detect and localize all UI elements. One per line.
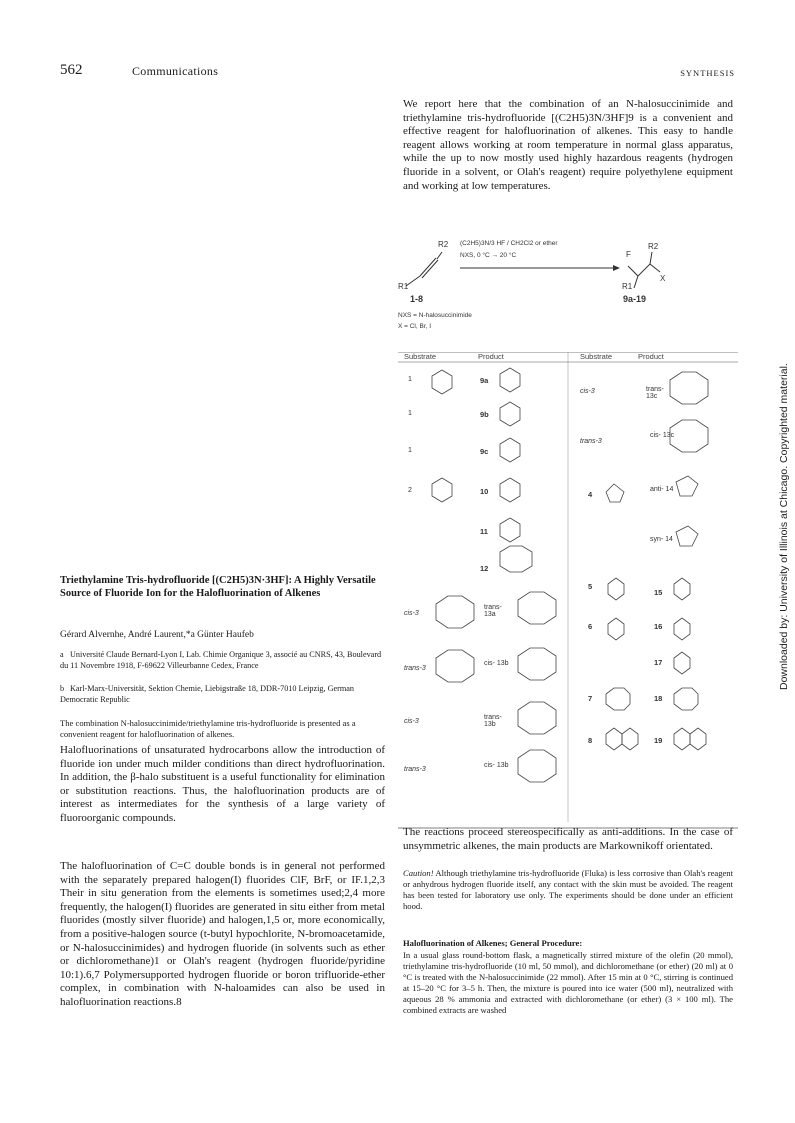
- left-sub-3: 1: [408, 447, 412, 454]
- abstract: The combination N-halosuccinimide/triethylamine tris-hydrofluoride is presented as a convenient reagent for halofluorination of alkenes.: [60, 718, 356, 739]
- paragraph-2: The halofluorination of C=C double bonds is in general not performed with the separately prepared halogen(I) fluorides ClF, BrF, or IF.1,2,3 Their in situ generation from the elements is sometimes used;2,4 more frequently, the halogen(I) fluorides are generated in situ either from metal fluorides (mostly silver fluoride) and halogen,1,5 or, more economically, from a positive-halogen source (t-butyl hypochlorite, N-bromoacetamide, or N-halosuccinimides) and hydrogen fluoride (in solvents such as ether or dichloromethane)1 or Olah's reagent (hydrogen fluoride/pyridine 10:1).6,7 Polymersupported hydrogen fluoride or boron trifluoride-ether complex, in combination with N-haloamides can also be used in halofluorination reactions.8: [60, 860, 385, 1008]
- after-table-paragraph: The reactions proceed stereospecifically as anti-additions. In the case of unsymmetric alkenes, the main products are Markownikoff orientated.: [403, 826, 733, 852]
- product-r2-label: R2: [648, 242, 659, 251]
- affiliation-a: a Université Claude Bernard-Lyon I, Lab. Chimie Organique 3, associé au CNRS, 43, Boulevard du 11 Novembre 1918, F-69622 Villeurbanne Cedex, France: [60, 650, 382, 670]
- scheme-note-nxs: NXS = N-halosuccinimide: [398, 312, 472, 319]
- caution-label: Caution!: [403, 868, 434, 878]
- page-number: 562: [60, 62, 83, 78]
- left-sub-7: cis-3: [404, 610, 419, 617]
- affiliation-b-text: Karl-Marx-Universität, Sektion Chemie, Liebigstraße 18, DDR-7010 Leipzig, German Democratic Republic: [60, 684, 354, 704]
- left-prod-3: 9c: [480, 447, 489, 456]
- right-sub-2: trans-3: [580, 438, 602, 445]
- left-sub-9: cis-3: [404, 718, 419, 725]
- article-authors: Gérard Alvernhe, André Laurent,*a Günter Haufeb: [60, 630, 254, 640]
- scheme-note-x: X = Cl, Br, I: [398, 323, 432, 330]
- right-prod-3: anti- 14: [650, 486, 674, 493]
- left-sub-1: 1: [408, 376, 412, 383]
- download-note: Downloaded by: University of Illinois at Chicago. Copyrighted material.: [778, 363, 790, 690]
- left-prod-1: 9a: [480, 376, 489, 385]
- right-prod-8: 18: [654, 694, 663, 703]
- left-prod-7: trans- 13a: [484, 604, 502, 618]
- right-sub-5: 5: [588, 582, 593, 591]
- substrate-product-table: [398, 352, 738, 830]
- left-prod-8: cis- 13b: [484, 660, 509, 667]
- header-product-2: Product: [638, 352, 664, 361]
- right-sub-3: 4: [588, 490, 593, 499]
- right-prod-5: 15: [654, 588, 663, 597]
- right-prod-2: cis- 13c: [650, 432, 675, 439]
- right-prod-7: 17: [654, 658, 663, 667]
- left-prod-2: 9b: [480, 410, 489, 419]
- product-number: 9a-19: [623, 294, 647, 304]
- right-prod-1: trans- 13c: [646, 386, 664, 400]
- right-sub-9: 8: [588, 736, 593, 745]
- left-sub-2: 1: [408, 410, 412, 417]
- scheme-structures: [398, 238, 738, 348]
- header-substrate-2: Substrate: [580, 352, 613, 361]
- scheme-reagents: (C2H5)3N/3 HF / CH2Cl2 or ether: [460, 240, 558, 247]
- left-sub-4: 2: [408, 487, 412, 494]
- product-r1-label: R1: [622, 282, 633, 291]
- affiliation-a-text: Université Claude Bernard-Lyon I, Lab. Chimie Organique 3, associé au CNRS, 43, Boulevard du 11 Novembre 1918, F-69622 Villeurbanne Cedex, France: [60, 650, 382, 670]
- left-prod-4: 10: [480, 487, 489, 496]
- caution-paragraph: [403, 868, 733, 912]
- section-title: Communications: [132, 64, 219, 78]
- intro-paragraph: We report here that the combination of an N-halosuccinimide and triethylamine tris-hydrofluoride [(C2H5)3N/3HF]9 is a convenient and effective reagent for halofluorination of alkenes. This easy to handle reagent allows working at room temperature in normal glass apparatus, while the up to now mostly used highly hazardous reagents (hydrogen fluoride in a solvent, or Olah's reagent) require polyethylene equipment and working at low temperatures.: [403, 98, 733, 192]
- left-prod-6: 12: [480, 564, 489, 573]
- right-prod-9: 19: [654, 736, 663, 745]
- affiliation-b: b Karl-Marx-Universität, Sektion Chemie, Liebigstraße 18, DDR-7010 Leipzig, German Democratic Republic: [60, 684, 354, 704]
- left-prod-9: trans- 13b: [484, 714, 502, 728]
- header-substrate-1: Substrate: [404, 352, 437, 361]
- left-sub-10: trans-3: [404, 766, 426, 773]
- reactant-number: 1-8: [410, 294, 424, 304]
- r1-label: R1: [398, 282, 409, 291]
- right-sub-1: cis-3: [580, 388, 595, 395]
- product-x-label: X: [660, 274, 666, 283]
- procedure-text: In a usual glass round-bottom flask, a magnetically stirred mixture of the olefin (20 mmol), triethylamine tris-hydrofluoride (10 ml, 50 mmol), and dichloromethane (or ether) (20 ml) at 0 °C is treated with the N-halosuccinimide (22 mmol). After 15 min at 0 °C, stirring is continued at 15–20 °C for 3–5 h. Then, the mixture is poured into ice water (500 ml), neutralized with aqueous 28 % ammonia and extracted with dichloromethane (or ether) (3 × 100 ml). The combined extracts are washed: [403, 950, 733, 1015]
- right-sub-8: 7: [588, 694, 593, 703]
- article-title: Triethylamine Tris-hydrofluoride [(C2H5)3N·3HF]: A Highly Versatile Source of Fluoride Ion for the Halofluorination of Alkenes: [60, 575, 376, 599]
- procedure-heading: Halofluorination of Alkenes; General Procedure:: [403, 938, 583, 948]
- left-prod-5: 11: [480, 527, 488, 536]
- scheme-conditions: NXS, 0 °C → 20 °C: [460, 252, 517, 259]
- left-sub-8: trans-3: [404, 665, 426, 672]
- product-f-label: F: [626, 250, 631, 259]
- left-prod-10: cis- 13b: [484, 762, 509, 769]
- caution-text: Although triethylamine tris-hydrofluoride (Fluka) is less corrosive than Olah's reagent or anhydrous hydrogen fluoride itself, any contact with the skin must be avoided. The reagent has been tested for laboratory use only. The experiments should be done under an efficient hood.: [403, 868, 733, 911]
- reaction-scheme: [398, 238, 738, 348]
- right-sub-6: 6: [588, 622, 593, 631]
- right-prod-6: 16: [654, 622, 663, 631]
- journal-name: SYNTHESIS: [680, 68, 735, 78]
- right-prod-4: syn- 14: [650, 536, 673, 543]
- molecule-drawings: [398, 352, 738, 830]
- paragraph-1: Halofluorinations of unsaturated hydrocarbons allow the introduction of fluoride ion under much milder conditions than direct hydrofluorination. In addition, the β-halo substituent is a useful functionality for elimination or substitution reactions. Thus, the halofluorination products are of interest as intermediates for the synthesis of a large variety of fluoroorganic compounds.: [60, 744, 385, 824]
- header-product-1: Product: [478, 352, 504, 361]
- r2-label: R2: [438, 240, 449, 249]
